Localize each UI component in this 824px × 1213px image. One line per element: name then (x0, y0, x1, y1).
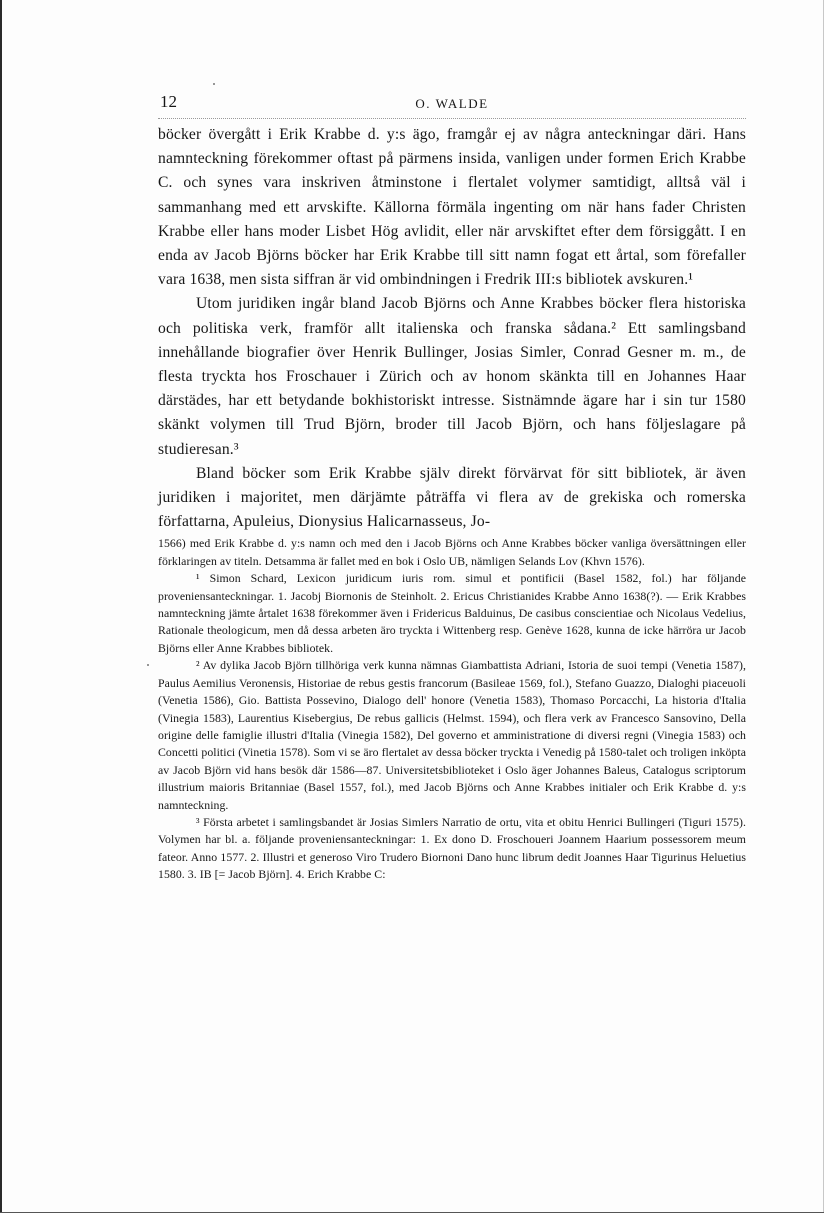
footnote-continued: 1566) med Erik Krabbe d. y:s namn och med den i Jacob Björns och Anne Krabbes böcker vanliga översättningen eller förklaringen av titeln. Detsamma är fallet med en bok i Oslo UB, nämligen Selands Lov (Khvn 1576). (158, 536, 746, 568)
paragraph: Bland böcker som Erik Krabbe själv direkt förvärvat för sitt bibliotek, är även juridiken i majoritet, men därjämte påträffa vi flera av de grekiska och romerska författarna, Apuleius, Dionysius Halicarnasseus, Jo- (158, 464, 746, 531)
speck (213, 83, 215, 85)
paragraph: Utom juridiken ingår bland Jacob Björns och Anne Krabbes böcker flera historiska och politiska verk, framför allt italienska och franska sådana.² Ett samlingsband innehållande biografier över Henrik Bullinger, Josias Simler, Conrad Gesner m. m., de flesta tryckta hos Froschauer i Zürich och av honom skänkta till en Johannes Haar därstädes, har ett betydande bokhistoriskt intresse. Sistnämnde ägare har i sin tur 1580 skänkt volymen till Trud Björn, broder till Jacob Björn, och hans följeslagare på studieresan.³ (158, 295, 746, 458)
footnote-1: ¹ Simon Schard, Lexicon juridicum iuris rom. simul et pontificii (Basel 1582, fol.) har följande proveniensanteckningar. 1. Jacobj Biornonis de Steinholt. 2. Ericus Christianides Krabbe Anno 1638(?). — Erik Krabbes namnteckning jämte årtalet 1638 förekommer även i Fridericus Balduinus, De casibus conscientiae och Nicolaus Vedelius, Rationale theologicum, men då dessa arbeten äro tryckta i Wittenberg resp. Genève 1628, kunna de icke härröra ur Jacob Björns eller Anne Krabbes bibliotek. (158, 571, 746, 655)
page-number: 12 (160, 92, 177, 111)
footnotes (158, 535, 746, 883)
speck (147, 664, 149, 666)
paragraph-continued: böcker övergått i Erik Krabbe d. y:s ägo, framgår ej av några anteckningar däri. Hans namnteckning förekommer oftast på pärmens insida, vanligen under formen Erich Krabbe C. och synes vara inskriven åtminstone i flertalet volymer samtidigt, alltså väl i sammanhang med ett arvskifte. Källorna förmäla ingenting om när hans fader Christen Krabbe eller hans moder Lisbet Hög avlidit, eller när arvskiftet efter dem försiggått. I en enda av Jacob Björns böcker har Erik Krabbe till sitt namn fogat ett årtal, som förefaller vara 1638, men sista siffran är vid ombindningen i Fredrik III:s bibliotek avskuren.¹ (158, 126, 746, 289)
footnote-3: ³ Första arbetet i samlingsbandet är Josias Simlers Narratio de ortu, vita et obitu Henrici Bullingeri (Tiguri 1575). Volymen har bl. a. följande proveniensanteckningar: 1. Ex dono D. Froschoueri Joannem Haarium possessorem meum fateor. Anno 1577. 2. Illustri et generoso Viro Trudero Biornoni Dano hunc librum dedit Joannes Haar Tigurinus Heluetius 1580. 3. IB [= Jacob Björn]. 4. Erich Krabbe C: (158, 814, 746, 882)
running-head (158, 88, 746, 119)
scan-left-edge (0, 0, 2, 1213)
body-text (158, 123, 746, 534)
book-page (158, 88, 746, 884)
footnote-2: ² Av dylika Jacob Björn tillhöriga verk kunna nämnas Giambattista Adriani, Istoria de suoi tempi (Venetia 1587), Paulus Aemilius Veronensis, Historiae de rebus gestis francorum (Basileae 1569, fol.), Stefano Guazzo, Dialoghi piaceuoli (Venetia 1586), Gio. Battista Possevino, Dialogo dell' honore (Venetia 1583), Thomaso Porcacchi, La historia d'Italia (Vinegia 1583), Laurentius Kisebergius, De rebus gallicis (Helmst. 1594), och flera verk av Francesco Sansovino, Della origine delle famiglie illustri d'Italia (Vinegia 1582), Del governo et amministratione di diversi regni (Vinegia 1583) och Concetti politici (Vinetia 1578). Som vi se äro flertalet av dessa böcker tryckta i Venedig på 1580-talet och troligen inköpta av Jacob Björn vid hans besök där 1586—87. Universitetsbiblioteket i Oslo äger Johannes Baleus, Catalogus scriptorum illustrium maioris Britanniae (Basel 1557, fol.), med Jacob Björns och Anne Krabbes initialer och Erik Krabbe d. y:s namnteckning. (158, 658, 746, 812)
running-title: O. WALDE (415, 96, 489, 111)
